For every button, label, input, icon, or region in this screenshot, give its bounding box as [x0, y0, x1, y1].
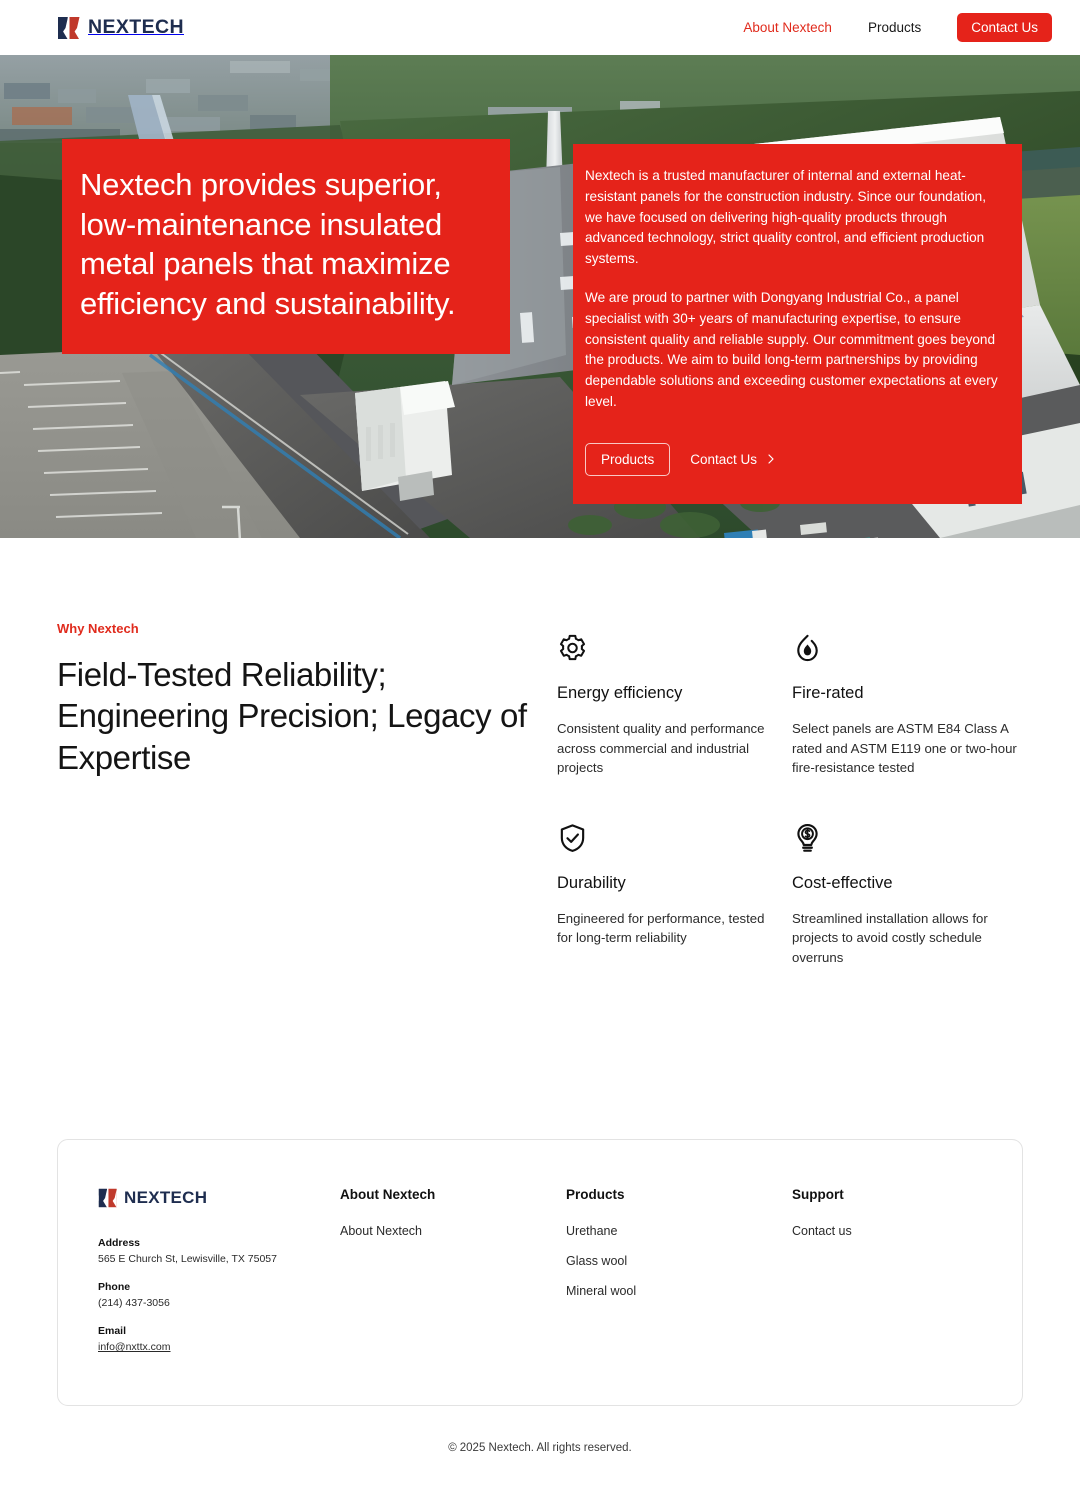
contact-us-button[interactable]: Contact Us [957, 13, 1052, 42]
nextech-chevron-logo-icon [98, 1187, 118, 1209]
footer-address-label: Address [98, 1237, 340, 1249]
hero-action-row [585, 443, 998, 476]
why-title: Field-Tested Reliability; Engineering Precision; Legacy of Expertise [57, 654, 557, 778]
feature-description: Consistent quality and performance across commercial and industrial projects [557, 719, 782, 778]
logo-wordmark: NEXTECH [88, 16, 184, 39]
lightbulb-dollar-icon [792, 820, 823, 856]
footer-column-about [340, 1187, 566, 1353]
nav-link-products[interactable]: Products [850, 20, 939, 35]
footer-email-block [98, 1325, 340, 1353]
hero-paragraph-2: We are proud to partner with Dongyang Industrial Co., a panel specialist with 30+ years of manufacturing expertise, to ensure consistent quality and reliable supply. Our commitment goes beyond the products. We aim to build long-term partnerships by providing dependable solutions and exceeding customer expectations at every level. [585, 288, 998, 413]
footer-link-glass-wool[interactable]: Glass wool [566, 1254, 792, 1268]
copyright-bar [0, 1406, 1080, 1488]
feature-description: Streamlined installation allows for projects to avoid costly schedule overruns [792, 909, 1017, 968]
feature-description: Select panels are ASTM E84 Class A rated and ASTM E119 one or two-hour fire-resistance tested [792, 719, 1017, 778]
why-eyebrow: Why Nextech [57, 621, 557, 636]
why-nextech-section [0, 538, 1080, 967]
hero-headline-text: Nextech provides superior, low-maintenance insulated metal panels that maximize efficiency and sustainability. [80, 165, 480, 324]
main-nav [725, 13, 1052, 42]
hero-contact-us-link[interactable] [684, 444, 782, 475]
feature-card-fire-rated [792, 630, 1017, 778]
footer-column-title: Products [566, 1187, 792, 1202]
hero-description-panel [573, 144, 1022, 504]
site-header [0, 0, 1080, 55]
footer-phone-block [98, 1281, 340, 1309]
shield-check-icon [557, 820, 588, 856]
flame-icon [792, 630, 823, 666]
copyright-text: 2025 Nextech. All rights reserved. [460, 1442, 632, 1454]
feature-card-energy-efficiency [557, 630, 782, 778]
hero-section [0, 55, 1080, 538]
hero-headline-panel [62, 139, 510, 354]
footer-phone-label: Phone [98, 1281, 340, 1293]
footer-column-support [792, 1187, 992, 1353]
why-heading-block [57, 621, 557, 967]
feature-card-durability [557, 820, 782, 968]
footer-logo-wordmark: NEXTECH [124, 1188, 207, 1208]
footer-logo[interactable] [98, 1187, 340, 1209]
feature-grid [557, 621, 1027, 967]
copyright-symbol: © [448, 1442, 456, 1454]
footer-column-title: Support [792, 1187, 992, 1202]
feature-description: Engineered for performance, tested for long-term reliability [557, 909, 782, 948]
footer-link-contact-us[interactable]: Contact us [792, 1224, 992, 1238]
footer-phone-value: (214) 437-3056 [98, 1297, 340, 1309]
site-footer [57, 1139, 1023, 1406]
feature-title: Energy efficiency [557, 684, 782, 703]
nextech-chevron-logo-icon [57, 15, 81, 41]
footer-column-products [566, 1187, 792, 1353]
footer-address-value: 565 E Church St, Lewisville, TX 75057 [98, 1253, 340, 1265]
footer-brand-block [98, 1187, 340, 1353]
footer-column-title: About Nextech [340, 1187, 566, 1202]
site-logo[interactable] [57, 15, 184, 41]
footer-link-about-nextech[interactable]: About Nextech [340, 1224, 566, 1238]
hero-paragraph-1: Nextech is a trusted manufacturer of internal and external heat-resistant panels for the construction industry. Since our foundation, we have focused on delivering high-quality products through advanced technology, strict quality control, and efficient production systems. [585, 166, 998, 270]
feature-title: Cost-effective [792, 874, 1017, 893]
hero-products-button[interactable]: Products [585, 443, 670, 476]
footer-link-urethane[interactable]: Urethane [566, 1224, 792, 1238]
footer-link-mineral-wool[interactable]: Mineral wool [566, 1284, 792, 1298]
feature-card-cost-effective [792, 820, 1017, 968]
gear-icon [557, 630, 588, 666]
footer-email-link[interactable]: info@nxttx.com [98, 1341, 171, 1353]
feature-title: Durability [557, 874, 782, 893]
chevron-right-icon [766, 454, 776, 464]
footer-address-block [98, 1237, 340, 1265]
nav-link-about-nextech[interactable]: About Nextech [725, 20, 850, 35]
hero-contact-us-label: Contact Us [690, 452, 757, 467]
footer-email-label: Email [98, 1325, 340, 1337]
feature-title: Fire-rated [792, 684, 1017, 703]
